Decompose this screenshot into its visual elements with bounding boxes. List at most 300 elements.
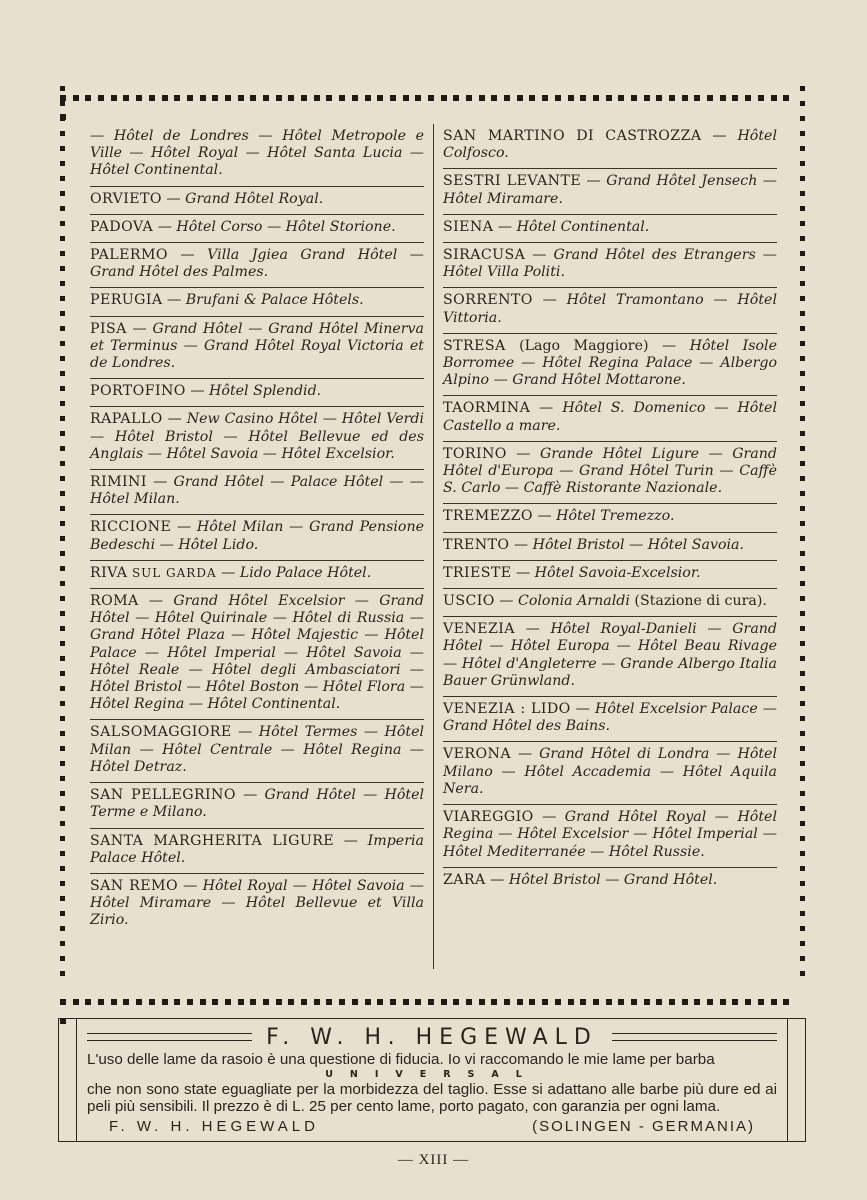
hotel-names: Grand Hôtel Royal — Hôtel Regina — Hôtel Excelsior — Hôtel Imperial — Hôtel Mediterranée — Hôtel Russie. (443, 809, 777, 860)
hotel-entry: PISA — Grand Hôtel — Grand Hôtel Minerva et Terminus — Grand Hôtel Royal Victoria et de Londres. (90, 317, 424, 380)
frame-dot (618, 999, 624, 1005)
frame-dot (60, 431, 65, 436)
frame-dot (225, 95, 231, 101)
hotel-entry: SANTA MARGHERITA LIGURE — Imperia Palace Hôtel. (90, 829, 424, 874)
hotel-entry: STRESA (Lago Maggiore) — Hôtel Isole Borromee — Hôtel Regina Palace — Albergo Alpino — Grand Hôtel Mottarone. (443, 334, 777, 397)
frame-dot (800, 251, 805, 256)
frame-dot (60, 326, 65, 331)
frame-dot (800, 536, 805, 541)
frame-dot (644, 999, 650, 1005)
frame-dot (60, 296, 65, 301)
frame-dot (694, 95, 700, 101)
frame-dot (428, 999, 434, 1005)
city-name: USCIO (443, 593, 495, 610)
frame-dot (60, 551, 65, 556)
hotel-names: Grand Hôtel di Londra — Hôtel Milano — Hôtel Accademia — Hôtel Aquila Nera. (443, 746, 777, 797)
frame-dot (800, 371, 805, 376)
frame-dot (60, 746, 65, 751)
hotel-entry: SAN PELLEGRINO — Grand Hôtel — Hôtel Terme e Milano. (90, 783, 424, 828)
frame-dot (479, 95, 485, 101)
frame-dot (60, 416, 65, 421)
frame-dot (174, 95, 180, 101)
frame-dot (60, 176, 65, 181)
city-name: PORTOFINO (90, 383, 186, 400)
frame-dot (800, 431, 805, 436)
hotel-entry: RIVA SUL GARDA — Lido Palace Hôtel. (90, 561, 424, 589)
frame-dot (491, 999, 497, 1005)
frame-dot (60, 596, 65, 601)
frame-dot (60, 491, 65, 496)
frame-dot (60, 671, 65, 676)
frame-dot (800, 401, 805, 406)
frame-dot (593, 999, 599, 1005)
hotel-entry: ORVIETO — Grand Hôtel Royal. (90, 187, 424, 215)
hotel-names: Grand Hôtel des Etrangers — Hôtel Villa Politi. (443, 247, 777, 281)
city-name: SESTRI LEVANTE (443, 173, 582, 190)
frame-dot (771, 95, 777, 101)
frame-dot (656, 999, 662, 1005)
frame-dot (60, 566, 65, 571)
frame-dot (111, 999, 117, 1005)
frame-dot (60, 146, 65, 151)
frame-dot (720, 95, 726, 101)
hotel-names: Hôtel Royal — Hôtel Savoia — Hôtel Miramare — Hôtel Bellevue et Villa Zirio. (90, 877, 424, 929)
frame-dot (593, 95, 599, 101)
frame-dot (123, 999, 129, 1005)
frame-dot (800, 491, 805, 496)
frame-dot (504, 999, 510, 1005)
city-name: SORRENTO (443, 292, 533, 309)
city-name: TORINO (443, 445, 507, 462)
hotel-entry: ZARA — Hôtel Bristol — Grand Hôtel. (443, 871, 718, 888)
hotel-names: Grand Hôtel — Hôtel Terme e Milano. (90, 787, 424, 821)
hotel-names: Grande Hôtel Ligure — Grand Hôtel d'Europa — Grand Hôtel Turin — Caffè S. Carlo — Caffè Ristorante Nazionale. (443, 445, 777, 497)
frame-dot (800, 611, 805, 616)
frame-dot (555, 95, 561, 101)
frame-dot (745, 999, 751, 1005)
frame-dot (250, 95, 256, 101)
frame-dot (783, 999, 789, 1005)
frame-dot (800, 956, 805, 961)
frame-dot (800, 386, 805, 391)
frame-dot (352, 95, 358, 101)
advertisement-header (87, 1023, 777, 1051)
frame-dot (800, 266, 805, 271)
ad-line-2: che non sono state eguagliate per la morbidezza del taglio. Esse si adattano alle barbe più dure ed ai peli più sensibili. Il prezzo è di L. 25 per cento lame, porto pagato, con garanzia per ogni lama. (87, 1081, 777, 1115)
hotel-entry: VENEZIA : LIDO — Hôtel Excelsior Palace — Grand Hôtel des Bains. (443, 697, 777, 742)
frame-dot (800, 806, 805, 811)
frame-dot (758, 999, 764, 1005)
frame-dot (339, 999, 345, 1005)
frame-dot (60, 371, 65, 376)
hotel-entry: TAORMINA — Hôtel S. Domenico — Hôtel Castello a mare. (443, 396, 777, 441)
city-name: ZARA (443, 871, 486, 888)
hotel-names: — Hôtel de Londres — Hôtel Metropole e Ville — Hôtel Royal — Hôtel Santa Lucia — Hôtel Continental. (90, 128, 424, 179)
column-divider (433, 124, 434, 969)
frame-dot (800, 356, 805, 361)
frame-dot (85, 95, 91, 101)
frame-dot (656, 95, 662, 101)
frame-dot (732, 999, 738, 1005)
frame-dot (60, 626, 65, 631)
frame-dot (60, 701, 65, 706)
frame-dot (800, 566, 805, 571)
frame-dot (352, 999, 358, 1005)
advertisement-box (58, 1018, 806, 1142)
frame-dot (800, 896, 805, 901)
frame-dot (800, 296, 805, 301)
frame-dot (60, 761, 65, 766)
frame-dot (377, 999, 383, 1005)
hotel-names: Grand Hôtel Jensech — Hôtel Miramare. (443, 173, 777, 207)
frame-dot (60, 581, 65, 586)
hotel-entry: SIENA — Hôtel Continental. (443, 215, 777, 243)
city-suffix: (Lago Maggiore) (519, 337, 649, 354)
frame-dot (800, 191, 805, 196)
frame-dot (800, 281, 805, 286)
city-name: TAORMINA (443, 400, 531, 417)
city-name: ROMA (90, 593, 139, 610)
frame-dot (288, 95, 294, 101)
frame-dot (60, 941, 65, 946)
frame-dot (800, 176, 805, 181)
frame-dot (800, 791, 805, 796)
frame-dot (60, 851, 65, 856)
frame-dot (568, 95, 574, 101)
city-name: RIMINI (90, 474, 147, 491)
hotel-entry: TRIESTE — Hôtel Savoia-Excelsior. (443, 561, 777, 589)
hotel-names: Hôtel Royal-Danieli — Grand Hôtel — Hôtel Europa — Hôtel Beau Rivage — Hôtel d'Angleterre — Grande Albergo Italia Bauer Grünwland. (443, 621, 777, 689)
city-name: SAN PELLEGRINO (90, 787, 236, 804)
hotel-names: Hôtel Savoia-Excelsior. (534, 564, 701, 581)
hotel-entry: VENEZIA — Hôtel Royal-Danieli — Grand Hôtel — Hôtel Europa — Hôtel Beau Rivage — Hôtel d'Angleterre — Grande Albergo Italia Bauer Grünwland. (443, 617, 777, 697)
frame-dot (60, 911, 65, 916)
frame-dot (60, 956, 65, 961)
frame-dot (669, 95, 675, 101)
frame-dot (60, 716, 65, 721)
advertiser-name: F. W. H. HEGEWALD (266, 1024, 598, 1050)
hotel-list-left-column (90, 124, 424, 936)
city-name: VIAREGGIO (443, 809, 534, 826)
frame-dot (800, 776, 805, 781)
frame-dot (800, 836, 805, 841)
frame-dot (568, 999, 574, 1005)
frame-dot (60, 791, 65, 796)
frame-dot (800, 641, 805, 646)
frame-dot (377, 95, 383, 101)
frame-dot (60, 401, 65, 406)
city-name: SIRACUSA (443, 247, 526, 264)
frame-dot (339, 95, 345, 101)
ad-footer (87, 1118, 777, 1135)
frame-dot (60, 999, 66, 1005)
frame-dot (98, 999, 104, 1005)
frame-dot (466, 999, 472, 1005)
frame-dot (403, 999, 409, 1005)
frame-dot (631, 95, 637, 101)
frame-dot (60, 506, 65, 511)
frame-dot (732, 95, 738, 101)
ad-location: (SOLINGEN - GERMANIA) (532, 1118, 755, 1135)
hotel-names: Imperia Palace Hôtel. (90, 832, 424, 866)
frame-dot (800, 221, 805, 226)
frame-dot (301, 999, 307, 1005)
frame-dot (187, 999, 193, 1005)
city-name: PERUGIA (90, 292, 163, 309)
frame-dot (529, 999, 535, 1005)
frame-dot (800, 341, 805, 346)
hotel-names: Brufani & Palace Hôtels. (185, 292, 364, 309)
frame-dot (60, 281, 65, 286)
hotel-names: Villa Jgiea Grand Hôtel — Grand Hôtel des Palmes. (90, 247, 424, 281)
frame-dot (606, 95, 612, 101)
frame-dot (60, 896, 65, 901)
hotel-names: Hôtel Splendid. (209, 383, 322, 400)
frame-dot (800, 686, 805, 691)
frame-dot (60, 236, 65, 241)
frame-bottom-dots (60, 990, 804, 996)
hotel-entry: PALERMO — Villa Jgiea Grand Hôtel — Grand Hôtel des Palmes. (90, 243, 424, 288)
frame-dot (441, 999, 447, 1005)
frame-dot (60, 656, 65, 661)
frame-dot (60, 311, 65, 316)
frame-dot (276, 95, 282, 101)
city-name: SAN MARTINO DI CASTROZZA (443, 128, 702, 144)
frame-dot (758, 95, 764, 101)
city-name: TRIESTE (443, 564, 512, 581)
frame-dot (111, 95, 117, 101)
frame-dot (149, 999, 155, 1005)
frame-dot (187, 95, 193, 101)
hotel-entry: SORRENTO — Hôtel Tramontano — Hôtel Vittoria. (443, 288, 777, 333)
frame-dot (800, 731, 805, 736)
frame-dot (694, 999, 700, 1005)
hotel-names: Hôtel Excelsior Palace — Grand Hôtel des Bains. (443, 701, 777, 735)
frame-dot (174, 999, 180, 1005)
frame-dot (225, 999, 231, 1005)
frame-dot (800, 866, 805, 871)
frame-dot (800, 881, 805, 886)
frame-dot (542, 999, 548, 1005)
frame-dot (403, 95, 409, 101)
city-name: VENEZIA : LIDO (443, 701, 571, 718)
frame-dot (618, 95, 624, 101)
hotel-names: Hôtel Milan — Grand Pensione Bedeschi — Hôtel Lido. (90, 519, 424, 553)
frame-dot (60, 341, 65, 346)
frame-dot (783, 95, 789, 101)
hotel-entry: TORINO — Grande Hôtel Ligure — Grand Hôtel d'Europa — Grand Hôtel Turin — Caffè S. Carlo — Caffè Ristorante Nazionale. (443, 442, 777, 505)
frame-dot (60, 206, 65, 211)
frame-dot (800, 146, 805, 151)
frame-dot (800, 86, 805, 91)
city-name: RAPALLO (90, 411, 163, 428)
city-name: TRENTO (443, 536, 510, 553)
frame-dot (263, 999, 269, 1005)
frame-dot (136, 95, 142, 101)
frame-dot (800, 821, 805, 826)
frame-dot (466, 95, 472, 101)
frame-dot (580, 999, 586, 1005)
frame-dot (800, 521, 805, 526)
frame-dot (415, 95, 421, 101)
frame-dot (200, 95, 206, 101)
frame-dot (800, 476, 805, 481)
city-name: TREMEZZO (443, 508, 533, 525)
frame-dot (212, 95, 218, 101)
hotel-names: Hôtel Termes — Hôtel Milan — Hôtel Centrale — Hôtel Regina — Hôtel Detraz. (90, 724, 425, 775)
frame-dot (800, 941, 805, 946)
advertisement-inner (76, 1019, 788, 1141)
frame-dot (250, 999, 256, 1005)
city-name: SANTA MARGHERITA LIGURE (90, 832, 335, 849)
frame-dot (631, 999, 637, 1005)
frame-dot (73, 999, 79, 1005)
hotel-names: Hôtel Corso — Hôtel Storione. (176, 218, 396, 235)
frame-dot (73, 95, 79, 101)
frame-dot (123, 95, 129, 101)
frame-right-dots (800, 86, 805, 996)
frame-dot (60, 221, 65, 226)
frame-dot (800, 551, 805, 556)
frame-dot (644, 95, 650, 101)
hotel-note: (Stazione di cura). (634, 593, 767, 610)
frame-dot (800, 131, 805, 136)
frame-dot (800, 701, 805, 706)
frame-dot (85, 999, 91, 1005)
frame-dot (301, 95, 307, 101)
frame-dot (60, 821, 65, 826)
frame-dot (60, 836, 65, 841)
ad-line-1: L'uso delle lame da rasoio è una questione di fiducia. Io vi raccomando le mie lame per barba (87, 1051, 715, 1068)
city-name: STRESA (443, 337, 506, 354)
frame-dot (707, 999, 713, 1005)
frame-dot (390, 95, 396, 101)
frame-dot (580, 95, 586, 101)
hotel-names: Hôtel S. Domenico — Hôtel Castello a mare. (443, 400, 777, 434)
frame-dot (60, 266, 65, 271)
hotel-names: Lido Palace Hôtel. (239, 564, 372, 581)
frame-dot (60, 971, 65, 976)
frame-dot (682, 999, 688, 1005)
frame-dot (800, 506, 805, 511)
frame-dot (669, 999, 675, 1005)
hotel-entry: VIAREGGIO — Grand Hôtel Royal — Hôtel Regina — Hôtel Excelsior — Hôtel Imperial — Hôtel Mediterranée — Hôtel Russie. (443, 805, 777, 868)
frame-dot (60, 116, 65, 121)
frame-dot (200, 999, 206, 1005)
frame-dot (800, 851, 805, 856)
frame-dot (365, 95, 371, 101)
frame-dot (800, 596, 805, 601)
frame-dot (314, 999, 320, 1005)
city-name: VERONA (443, 746, 511, 763)
frame-dot (136, 999, 142, 1005)
frame-dot (212, 999, 218, 1005)
hotel-names: Hôtel Tramontano — Hôtel Vittoria. (443, 292, 777, 326)
frame-dot (162, 95, 168, 101)
frame-dot (60, 881, 65, 886)
hotel-entry: ROMA — Grand Hôtel Excelsior — Grand Hôtel — Hôtel Quirinale — Hôtel di Russia — Grand Hôtel Plaza — Hôtel Majestic — Hôtel Palace — Hôtel Imperial — Hôtel Savoia — Hôtel Reale — Hôtel degli Ambasciatori — Hôtel Bristol — Hôtel Boston — Hôtel Flora — Hôtel Regina — Hôtel Continental. (90, 589, 424, 720)
frame-dot (517, 95, 523, 101)
frame-dot (60, 926, 65, 931)
hotel-names: Hôtel Colfosco. (443, 128, 777, 162)
frame-dot (365, 999, 371, 1005)
hotel-names: Grand Hôtel — Grand Hôtel Minerva et Terminus — Grand Hôtel Royal Victoria et de Londres. (90, 320, 424, 372)
city-suffix: SUL GARDA (131, 565, 217, 580)
hotel-names: Hôtel Isole Borromee — Hôtel Regina Palace — Albergo Alpino — Grand Hôtel Mottarone. (443, 337, 777, 389)
frame-dot (453, 999, 459, 1005)
frame-dot (800, 716, 805, 721)
hotel-list-right-column (443, 124, 777, 895)
frame-dot (326, 999, 332, 1005)
frame-dot (800, 926, 805, 931)
frame-dot (800, 971, 805, 976)
frame-dot (800, 671, 805, 676)
frame-dot (491, 95, 497, 101)
frame-dot (800, 116, 805, 121)
frame-dot (555, 999, 561, 1005)
header-rule-left (87, 1033, 252, 1041)
frame-dot (238, 999, 244, 1005)
frame-dot (800, 311, 805, 316)
frame-dot (529, 95, 535, 101)
frame-dot (771, 999, 777, 1005)
city-name: RICCIONE (90, 519, 172, 536)
hotel-names: Hôtel Bristol — Grand Hôtel. (508, 871, 718, 888)
frame-dot (800, 161, 805, 166)
hotel-entry: USCIO — Colonia Arnaldi (Stazione di cura). (443, 589, 777, 617)
city-name: ORVIETO (90, 190, 162, 207)
hotel-entry: PERUGIA — Brufani & Palace Hôtels. (90, 288, 424, 316)
frame-dot (800, 581, 805, 586)
hotel-entry: RAPALLO — New Casino Hôtel — Hôtel Verdi — Hôtel Bristol — Hôtel Bellevue ed des Anglais — Hôtel Savoia — Hôtel Excelsior. (90, 407, 424, 470)
hotel-names: New Casino Hôtel — Hôtel Verdi — Hôtel Bristol — Hôtel Bellevue ed des Anglais — Hôtel Savoia — Hôtel Excelsior. (90, 411, 424, 462)
frame-dot (60, 356, 65, 361)
frame-dot (390, 999, 396, 1005)
city-name: SAN REMO (90, 877, 178, 894)
hotel-names: Grand Hôtel — Palace Hôtel — — Hôtel Milan. (90, 474, 424, 508)
hotel-entry: PADOVA — Hôtel Corso — Hôtel Storione. (90, 215, 424, 243)
frame-dot (800, 626, 805, 631)
frame-dot (720, 999, 726, 1005)
frame-dot (453, 95, 459, 101)
city-name: PALERMO (90, 247, 168, 264)
ad-product-name: UNIVERSAL (325, 1069, 539, 1080)
frame-dot (428, 95, 434, 101)
hotel-entry: SAN REMO — Hôtel Royal — Hôtel Savoia — Hôtel Miramare — Hôtel Bellevue et Villa Zirio. (90, 877, 424, 929)
frame-dot (60, 731, 65, 736)
hotel-entry: SESTRI LEVANTE — Grand Hôtel Jensech — Hôtel Miramare. (443, 169, 777, 214)
frame-dot (60, 521, 65, 526)
frame-dot (60, 86, 65, 91)
hotel-names: Hôtel Tremezzo. (556, 508, 675, 525)
header-rule-right (612, 1033, 777, 1041)
frame-dot (60, 131, 65, 136)
frame-dot (60, 446, 65, 451)
frame-dot (98, 95, 104, 101)
frame-dot (60, 191, 65, 196)
frame-dot (60, 866, 65, 871)
hotel-names: Hôtel Continental. (516, 218, 650, 235)
frame-dot (800, 461, 805, 466)
frame-dot (60, 806, 65, 811)
hotel-names: Grand Hôtel Excelsior — Grand Hôtel — Hôtel Quirinale — Hôtel di Russia — Grand Hôtel Plaza — Hôtel Majestic — Hôtel Palace — Hôtel Imperial — Hôtel Savoia — Hôtel Reale — Hôtel degli Ambasciatori — Hôtel Bristol — Hôtel Boston — Hôtel Flora — Hôtel Regina — Hôtel Continental. (90, 593, 424, 713)
frame-top-dots (60, 86, 804, 92)
frame-dot (800, 911, 805, 916)
frame-dot (504, 95, 510, 101)
frame-dot (60, 386, 65, 391)
frame-dot (800, 206, 805, 211)
frame-dot (800, 656, 805, 661)
